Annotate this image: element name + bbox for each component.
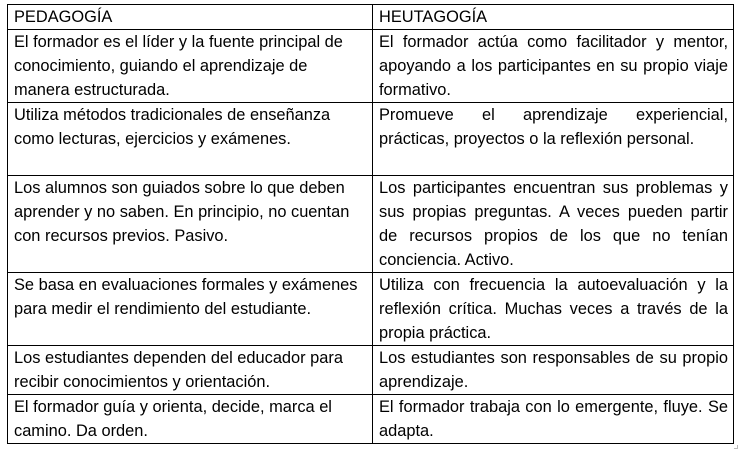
cell-heutagogia: Promueve el aprendizaje experiencial, prácticas, proyectos o la reflexión personal. <box>373 103 734 176</box>
table-row <box>8 273 734 346</box>
header-heutagogia: HEUTAGOGÍA <box>373 5 734 30</box>
comparison-table <box>7 4 734 444</box>
table-row <box>8 395 734 444</box>
cell-pedagogia: Se basa en evaluaciones formales y exámenes para medir el rendimiento del estudiante. <box>8 273 373 346</box>
table-row <box>8 103 734 176</box>
table-row <box>8 176 734 273</box>
cell-pedagogia: Los estudiantes dependen del educador para recibir conocimientos y orientación. <box>8 346 373 395</box>
cell-pedagogia: El formador es el líder y la fuente principal de conocimiento, guiando el aprendizaje de manera estructurada. <box>8 30 373 103</box>
table-resize-handle[interactable] <box>734 445 738 449</box>
header-row <box>8 5 734 30</box>
cell-pedagogia: Los alumnos son guiados sobre lo que deben aprender y no saben. En principio, no cuentan con recursos previos. Pasivo. <box>8 176 373 273</box>
cell-pedagogia: Utiliza métodos tradicionales de enseñanza como lecturas, ejercicios y exámenes. <box>8 103 373 176</box>
table-row <box>8 30 734 103</box>
cell-heutagogia: El formador trabaja con lo emergente, fluye. Se adapta. <box>373 395 734 444</box>
cell-heutagogia: Los estudiantes son responsables de su propio aprendizaje. <box>373 346 734 395</box>
header-pedagogia: PEDAGOGÍA <box>8 5 373 30</box>
cell-heutagogia: Utiliza con frecuencia la autoevaluación y la reflexión crítica. Muchas veces a través de la propia práctica. <box>373 273 734 346</box>
table-row <box>8 346 734 395</box>
comparison-table-container <box>7 4 733 444</box>
cell-pedagogia: El formador guía y orienta, decide, marca el camino. Da orden. <box>8 395 373 444</box>
cell-heutagogia: El formador actúa como facilitador y mentor, apoyando a los participantes en su propio viaje formativo. <box>373 30 734 103</box>
cell-heutagogia: Los participantes encuentran sus problemas y sus propias preguntas. A veces pueden partir de recursos propios de los que no tenían conciencia. Activo. <box>373 176 734 273</box>
